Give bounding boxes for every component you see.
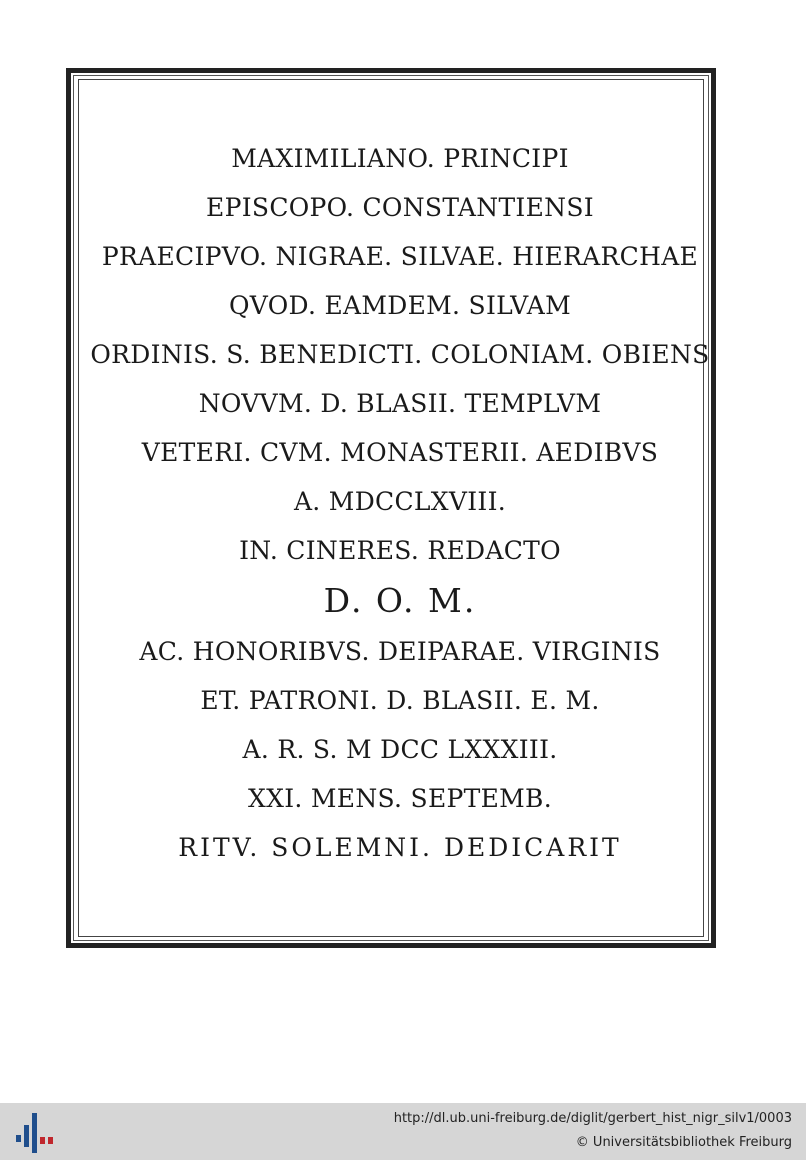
viewer-footer: [0, 1103, 806, 1160]
inscription-line: AC. HONORIBVS. DEIPARAE. VIRGINIS: [139, 637, 661, 666]
inscription-line: VETERI. CVM. MONASTERII. AEDIBVS: [141, 438, 659, 467]
inscription-line: QVOD. EAMDEM. SILVAM: [229, 291, 571, 320]
inscription-line: ORDINIS. S. BENEDICTI. COLONIAM. OBIENS: [90, 340, 710, 369]
inscription-line: XXI. MENS. SEPTEMB.: [248, 784, 552, 813]
inscription-line: A. R. S. M DCC LXXXIII.: [242, 735, 558, 764]
inscription-line: MAXIMILIANO. PRINCIPI: [231, 144, 569, 173]
inscription-line: NOVVM. D. BLASII. TEMPLVM: [198, 389, 602, 418]
dedication-inscription: [90, 134, 710, 872]
document-url-link[interactable]: http://dl.ub.uni-freiburg.de/diglit/gerbert_hist_nigr_silv1/0003: [393, 1111, 792, 1126]
copyright-notice: © Universitätsbibliothek Freiburg: [575, 1135, 792, 1150]
inscription-line: ET. PATRONI. D. BLASII. E. M.: [200, 686, 600, 715]
inscription-line: IN. CINERES. REDACTO: [239, 536, 561, 565]
inscription-line: A. MDCCLXVIII.: [293, 487, 507, 516]
inscription-line: EPISCOPO. CONSTANTIENSI: [206, 193, 594, 222]
inscription-line: PRAECIPVO. NIGRAE. SILVAE. HIERARCHAE: [101, 242, 699, 271]
inscription-heading-dom: D. O. M.: [323, 581, 477, 620]
university-library-logo-icon: [12, 1111, 56, 1155]
inscription-line: RITV. SOLEMNI. DEDICARIT: [178, 833, 622, 862]
